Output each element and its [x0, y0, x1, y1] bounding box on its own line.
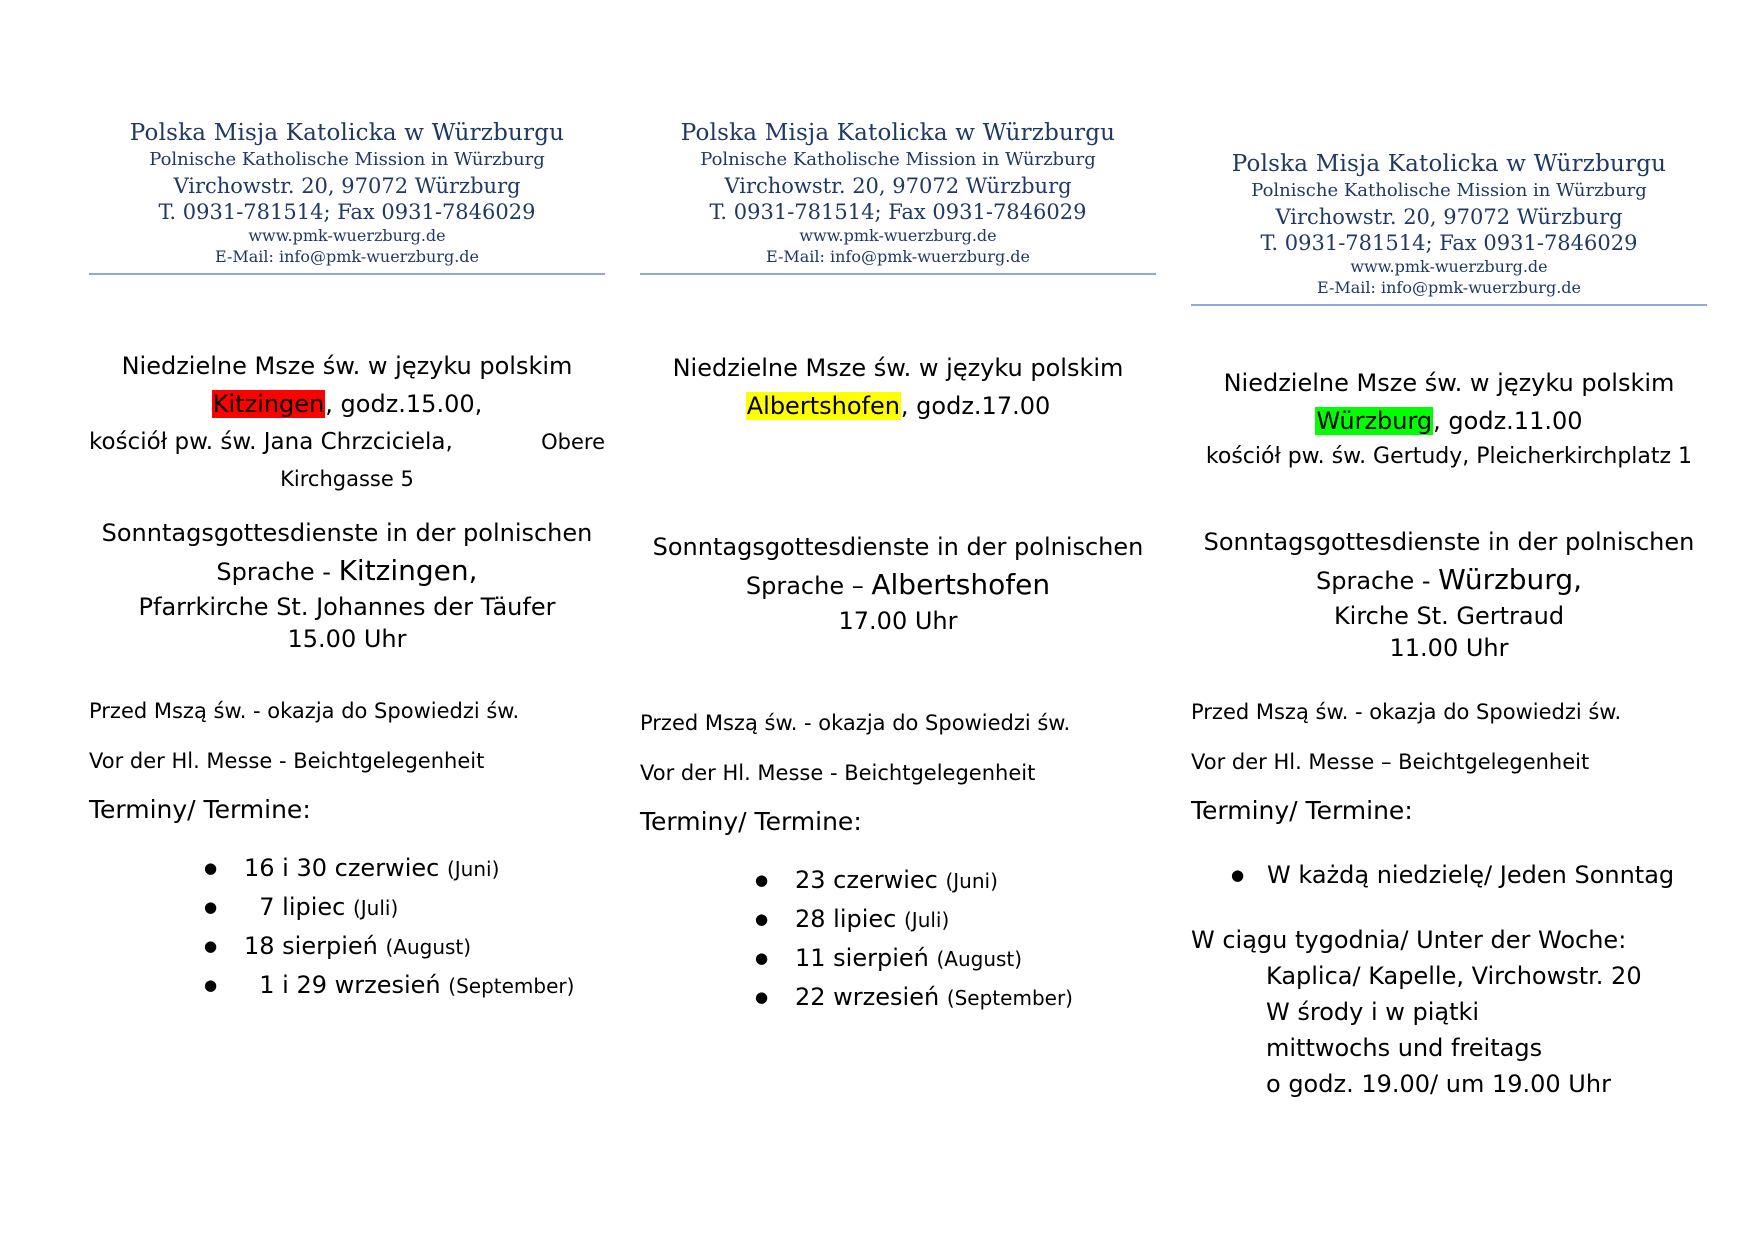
mass-time: , godz.11.00 [1433, 407, 1583, 435]
list-item: ● 11 sierpień (August) [755, 939, 1156, 978]
mission-name-pl: Polska Misja Katolicka w Würzburgu [1231, 151, 1667, 177]
list-item: ● 1 i 29 wrzesień (September) [204, 966, 605, 1005]
weekday-section [1191, 922, 1707, 1102]
terms-title: Terminy/ Termine: [640, 807, 862, 836]
de-place: Kitzingen, [338, 554, 478, 587]
place-highlight: Kitzingen [212, 390, 325, 418]
column-wurzburg [1191, 151, 1707, 1102]
de-line-1: Sonntagsgottesdienste in der polnischen [652, 533, 1144, 561]
mass-time: , godz.17.00 [900, 392, 1051, 420]
column-albertshofen [640, 120, 1156, 1017]
mission-address: Virchowstr. 20, 97072 Würzburg [1275, 205, 1623, 229]
de-prefix: Sprache - [1316, 567, 1439, 595]
church-address [89, 423, 605, 461]
confession-pl: Przed Mszą św. - okazja do Spowiedzi św. [89, 699, 520, 723]
list-item: ● 16 i 30 czerwiec (Juni) [204, 849, 605, 888]
mission-name-de: Polnische Katholische Mission in Würzburg [1251, 180, 1647, 201]
de-time: 17.00 Uhr [838, 607, 958, 635]
mission-website: www.pmk-wuerzburg.de [248, 226, 446, 245]
list-item: ● 28 lipiec (Juli) [755, 900, 1156, 939]
de-time: 11.00 Uhr [1389, 634, 1509, 662]
mission-name-pl: Polska Misja Katolicka w Würzburgu [680, 120, 1116, 146]
de-prefix: Sprache – [745, 572, 872, 600]
de-place: Würzburg, [1438, 563, 1582, 596]
mass-info-pl [640, 349, 1156, 425]
list-item: ● 7 lipiec (Juli) [204, 888, 605, 927]
mission-email: E-Mail: info@pmk-wuerzburg.de [214, 247, 479, 266]
de-church: Kirche St. Gertraud [1333, 602, 1565, 630]
place-highlight: Albertshofen [746, 392, 900, 420]
mission-phone: T. 0931-781514; Fax 0931-7846029 [158, 200, 536, 224]
weekday-line: o godz. 19.00/ um 19.00 Uhr [1266, 1070, 1611, 1098]
mass-title: Niedzielne Msze św. w języku polskim [1223, 369, 1675, 397]
mass-info-pl [89, 347, 605, 423]
confession-de: Vor der Hl. Messe - Beichtgelegenheit [89, 749, 485, 773]
mission-address: Virchowstr. 20, 97072 Würzburg [173, 174, 521, 198]
terms-title: Terminy/ Termine: [1191, 796, 1413, 825]
column-kitzingen [89, 120, 605, 1005]
mission-website: www.pmk-wuerzburg.de [799, 226, 997, 245]
de-line-1: Sonntagsgottesdienste in der polnischen [101, 519, 593, 547]
de-prefix: Sprache - [216, 558, 339, 586]
mass-title: Niedzielne Msze św. w języku polskim [672, 354, 1124, 382]
confession-pl: Przed Mszą św. - okazja do Spowiedzi św. [1191, 700, 1622, 724]
church-street-b: Kirchgasse 5 [280, 467, 414, 491]
mass-info-pl [1191, 364, 1707, 440]
mass-info-de [1191, 524, 1707, 664]
list-item: ● 23 czerwiec (Juni) [755, 861, 1156, 900]
dates-list [1231, 856, 1707, 894]
de-time: 15.00 Uhr [287, 625, 407, 653]
mission-phone: T. 0931-781514; Fax 0931-7846029 [1260, 231, 1638, 255]
mass-info-de [640, 529, 1156, 637]
mission-address: Virchowstr. 20, 97072 Würzburg [724, 174, 1072, 198]
dates-list [755, 861, 1156, 1017]
weekday-line: Kaplica/ Kapelle, Virchowstr. 20 [1266, 962, 1642, 990]
mass-title: Niedzielne Msze św. w języku polskim [121, 352, 573, 380]
weekday-line: W środy i w piątki [1266, 998, 1480, 1026]
mission-email: E-Mail: info@pmk-wuerzburg.de [765, 247, 1030, 266]
mission-name-de: Polnische Katholische Mission in Würzburg [700, 149, 1096, 170]
de-place: Albertshofen [871, 568, 1051, 601]
confession-de: Vor der Hl. Messe - Beichtgelegenheit [640, 761, 1036, 785]
weekday-line: mittwochs und freitags [1266, 1034, 1543, 1062]
church-street-a: Obere [541, 430, 605, 454]
mission-website: www.pmk-wuerzburg.de [1350, 257, 1548, 276]
letterhead [1191, 151, 1707, 298]
de-church: Pfarrkirche St. Johannes der Täufer [138, 593, 556, 621]
mass-info-de [89, 515, 605, 655]
mission-name-pl: Polska Misja Katolicka w Würzburgu [129, 120, 565, 146]
mass-time: , godz.15.00, [325, 390, 483, 418]
letterhead [89, 120, 605, 267]
mission-phone: T. 0931-781514; Fax 0931-7846029 [709, 200, 1087, 224]
letterhead [640, 120, 1156, 267]
list-item: ● 18 sierpień (August) [204, 927, 605, 966]
church-address: kościół pw. św. Gertudy, Pleicherkirchplatz 1 [1205, 444, 1693, 469]
mission-email: E-Mail: info@pmk-wuerzburg.de [1316, 278, 1581, 297]
confession-de: Vor der Hl. Messe – Beichtgelegenheit [1191, 750, 1590, 774]
place-highlight: Würzburg [1316, 407, 1433, 435]
list-item: ● 22 wrzesień (September) [755, 978, 1156, 1017]
de-line-1: Sonntagsgottesdienste in der polnischen [1203, 528, 1695, 556]
church-name: kościół pw. św. Jana Chrzciciela, [89, 429, 453, 455]
mission-name-de: Polnische Katholische Mission in Würzburg [149, 149, 545, 170]
dates-list [204, 849, 605, 1005]
list-item: ● W każdą niedzielę/ Jeden Sonntag [1231, 856, 1707, 894]
terms-title: Terminy/ Termine: [89, 795, 311, 824]
weekday-title: W ciągu tygodnia/ Unter der Woche: [1191, 926, 1627, 954]
confession-pl: Przed Mszą św. - okazja do Spowiedzi św. [640, 711, 1071, 735]
